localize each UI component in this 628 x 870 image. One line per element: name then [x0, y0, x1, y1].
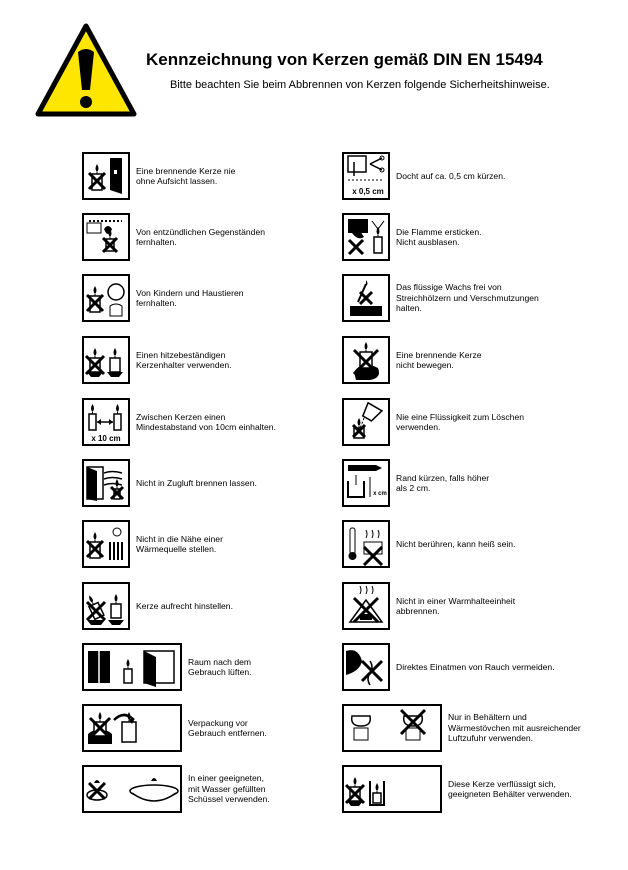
instruction-left-8	[82, 582, 352, 636]
unattended-candle-icon	[82, 152, 130, 200]
instruction-text: Nicht in einer Warmhalteeinheit abbrennen.	[396, 595, 516, 616]
instruction-right-4	[342, 336, 612, 390]
instruction-right-1	[342, 152, 612, 206]
instruction-left-6	[82, 459, 352, 513]
instruction-text: Nicht in Zugluft brennen lassen.	[136, 477, 257, 488]
instruction-text: Einen hitzebeständigen Kerzenhalter verwenden.	[136, 349, 232, 370]
instruction-right-7	[342, 520, 612, 574]
instruction-text: Kerze aufrecht hinstellen.	[136, 600, 233, 611]
trim-wick-icon	[342, 152, 390, 200]
hot-surface-icon	[342, 520, 390, 568]
no-liquid-extinguish-icon	[342, 398, 390, 446]
instruction-text: Von Kindern und Haustieren fernhalten.	[136, 287, 244, 308]
instruction-right-8	[342, 582, 612, 636]
liquefies-icon	[342, 765, 442, 813]
instruction-text: Nie eine Flüssigkeit zum Löschen verwenden.	[396, 411, 525, 432]
instruction-text: Das flüssige Wachs frei von Streichhölzern und Verschmutzungen halten.	[396, 282, 539, 314]
instruction-left-5	[82, 398, 352, 452]
page-subtitle: Bitte beachten Sie beim Abbrennen von Kerzen folgende Sicherheitshinweise.	[170, 79, 550, 91]
instruction-right-9	[342, 643, 612, 697]
heat-source-icon	[82, 520, 130, 568]
instruction-text: Von entzündlichen Gegenständen fernhalten.	[136, 226, 266, 247]
instruction-text: Verpackung vor Gebrauch entfernen.	[188, 717, 267, 738]
instruction-left-9	[82, 643, 352, 697]
instruction-text: Nur in Behältern und Wärmestövchen mit ausreichender Luftzufuhr verwenden.	[448, 712, 581, 744]
instruction-text: Docht auf ca. 0,5 cm kürzen.	[396, 170, 506, 181]
instruction-left-2	[82, 213, 352, 267]
instruction-left-3	[82, 274, 352, 328]
warning-triangle-icon	[34, 22, 138, 118]
instruction-right-2	[342, 213, 612, 267]
instruction-left-11	[82, 765, 352, 819]
water-bowl-icon	[82, 765, 182, 813]
page-title: Kennzeichnung von Kerzen gemäß DIN EN 15494	[146, 50, 543, 69]
instruction-left-7	[82, 520, 352, 574]
remove-packaging-icon	[82, 704, 182, 752]
instruction-right-3	[342, 274, 612, 328]
instruction-text: Die Flamme ersticken. Nicht ausblasen.	[396, 226, 482, 247]
instruction-right-10	[342, 704, 612, 758]
instruction-text: In einer geeigneten, mit Wasser gefüllten Schüssel verwenden.	[188, 773, 270, 805]
children-pets-icon	[82, 274, 130, 322]
draught-icon	[82, 459, 130, 507]
instruction-text: Direktes Einatmen von Rauch vermeiden.	[396, 661, 555, 672]
candle-holder-icon	[82, 336, 130, 384]
clean-wax-icon	[342, 274, 390, 322]
flammable-objects-icon	[82, 213, 130, 261]
no-inhale-smoke-icon	[342, 643, 390, 691]
instruction-right-11	[342, 765, 612, 819]
instruction-text: Nicht berühren, kann heiß sein.	[396, 538, 516, 549]
instruction-text: Eine brennende Kerze nicht bewegen.	[396, 349, 482, 370]
instruction-text: Raum nach dem Gebrauch lüften.	[188, 656, 252, 677]
svg-text:x 0,5 cm: x 0,5 cm	[352, 187, 384, 196]
extinguish-flame-icon	[342, 213, 390, 261]
instruction-right-6	[342, 459, 612, 513]
instruction-left-1	[82, 152, 352, 206]
svg-text:x 10 cm: x 10 cm	[91, 434, 121, 443]
instruction-left-10	[82, 704, 352, 758]
instruction-right-5	[342, 398, 612, 452]
ventilate-room-icon	[82, 643, 182, 691]
no-warmer-icon	[342, 582, 390, 630]
do-not-move-icon	[342, 336, 390, 384]
candle-distance-icon	[82, 398, 130, 446]
instruction-text: Rand kürzen, falls höher als 2 cm.	[396, 472, 490, 493]
tea-warmer-icon	[342, 704, 442, 752]
instruction-left-4	[82, 336, 352, 390]
instruction-text: Zwischen Kerzen einen Mindestabstand von 10cm einhalten.	[136, 411, 276, 432]
svg-text:x cm: x cm	[373, 491, 387, 497]
instruction-text: Diese Kerze verflüssigt sich, geeigneten Behälter verwenden.	[448, 778, 572, 799]
trim-rim-icon	[342, 459, 390, 507]
instruction-text: Nicht in die Nähe einer Wärmequelle stellen.	[136, 533, 223, 554]
upright-candle-icon	[82, 582, 130, 630]
instruction-text: Eine brennende Kerze nie ohne Aufsicht lassen.	[136, 165, 236, 186]
